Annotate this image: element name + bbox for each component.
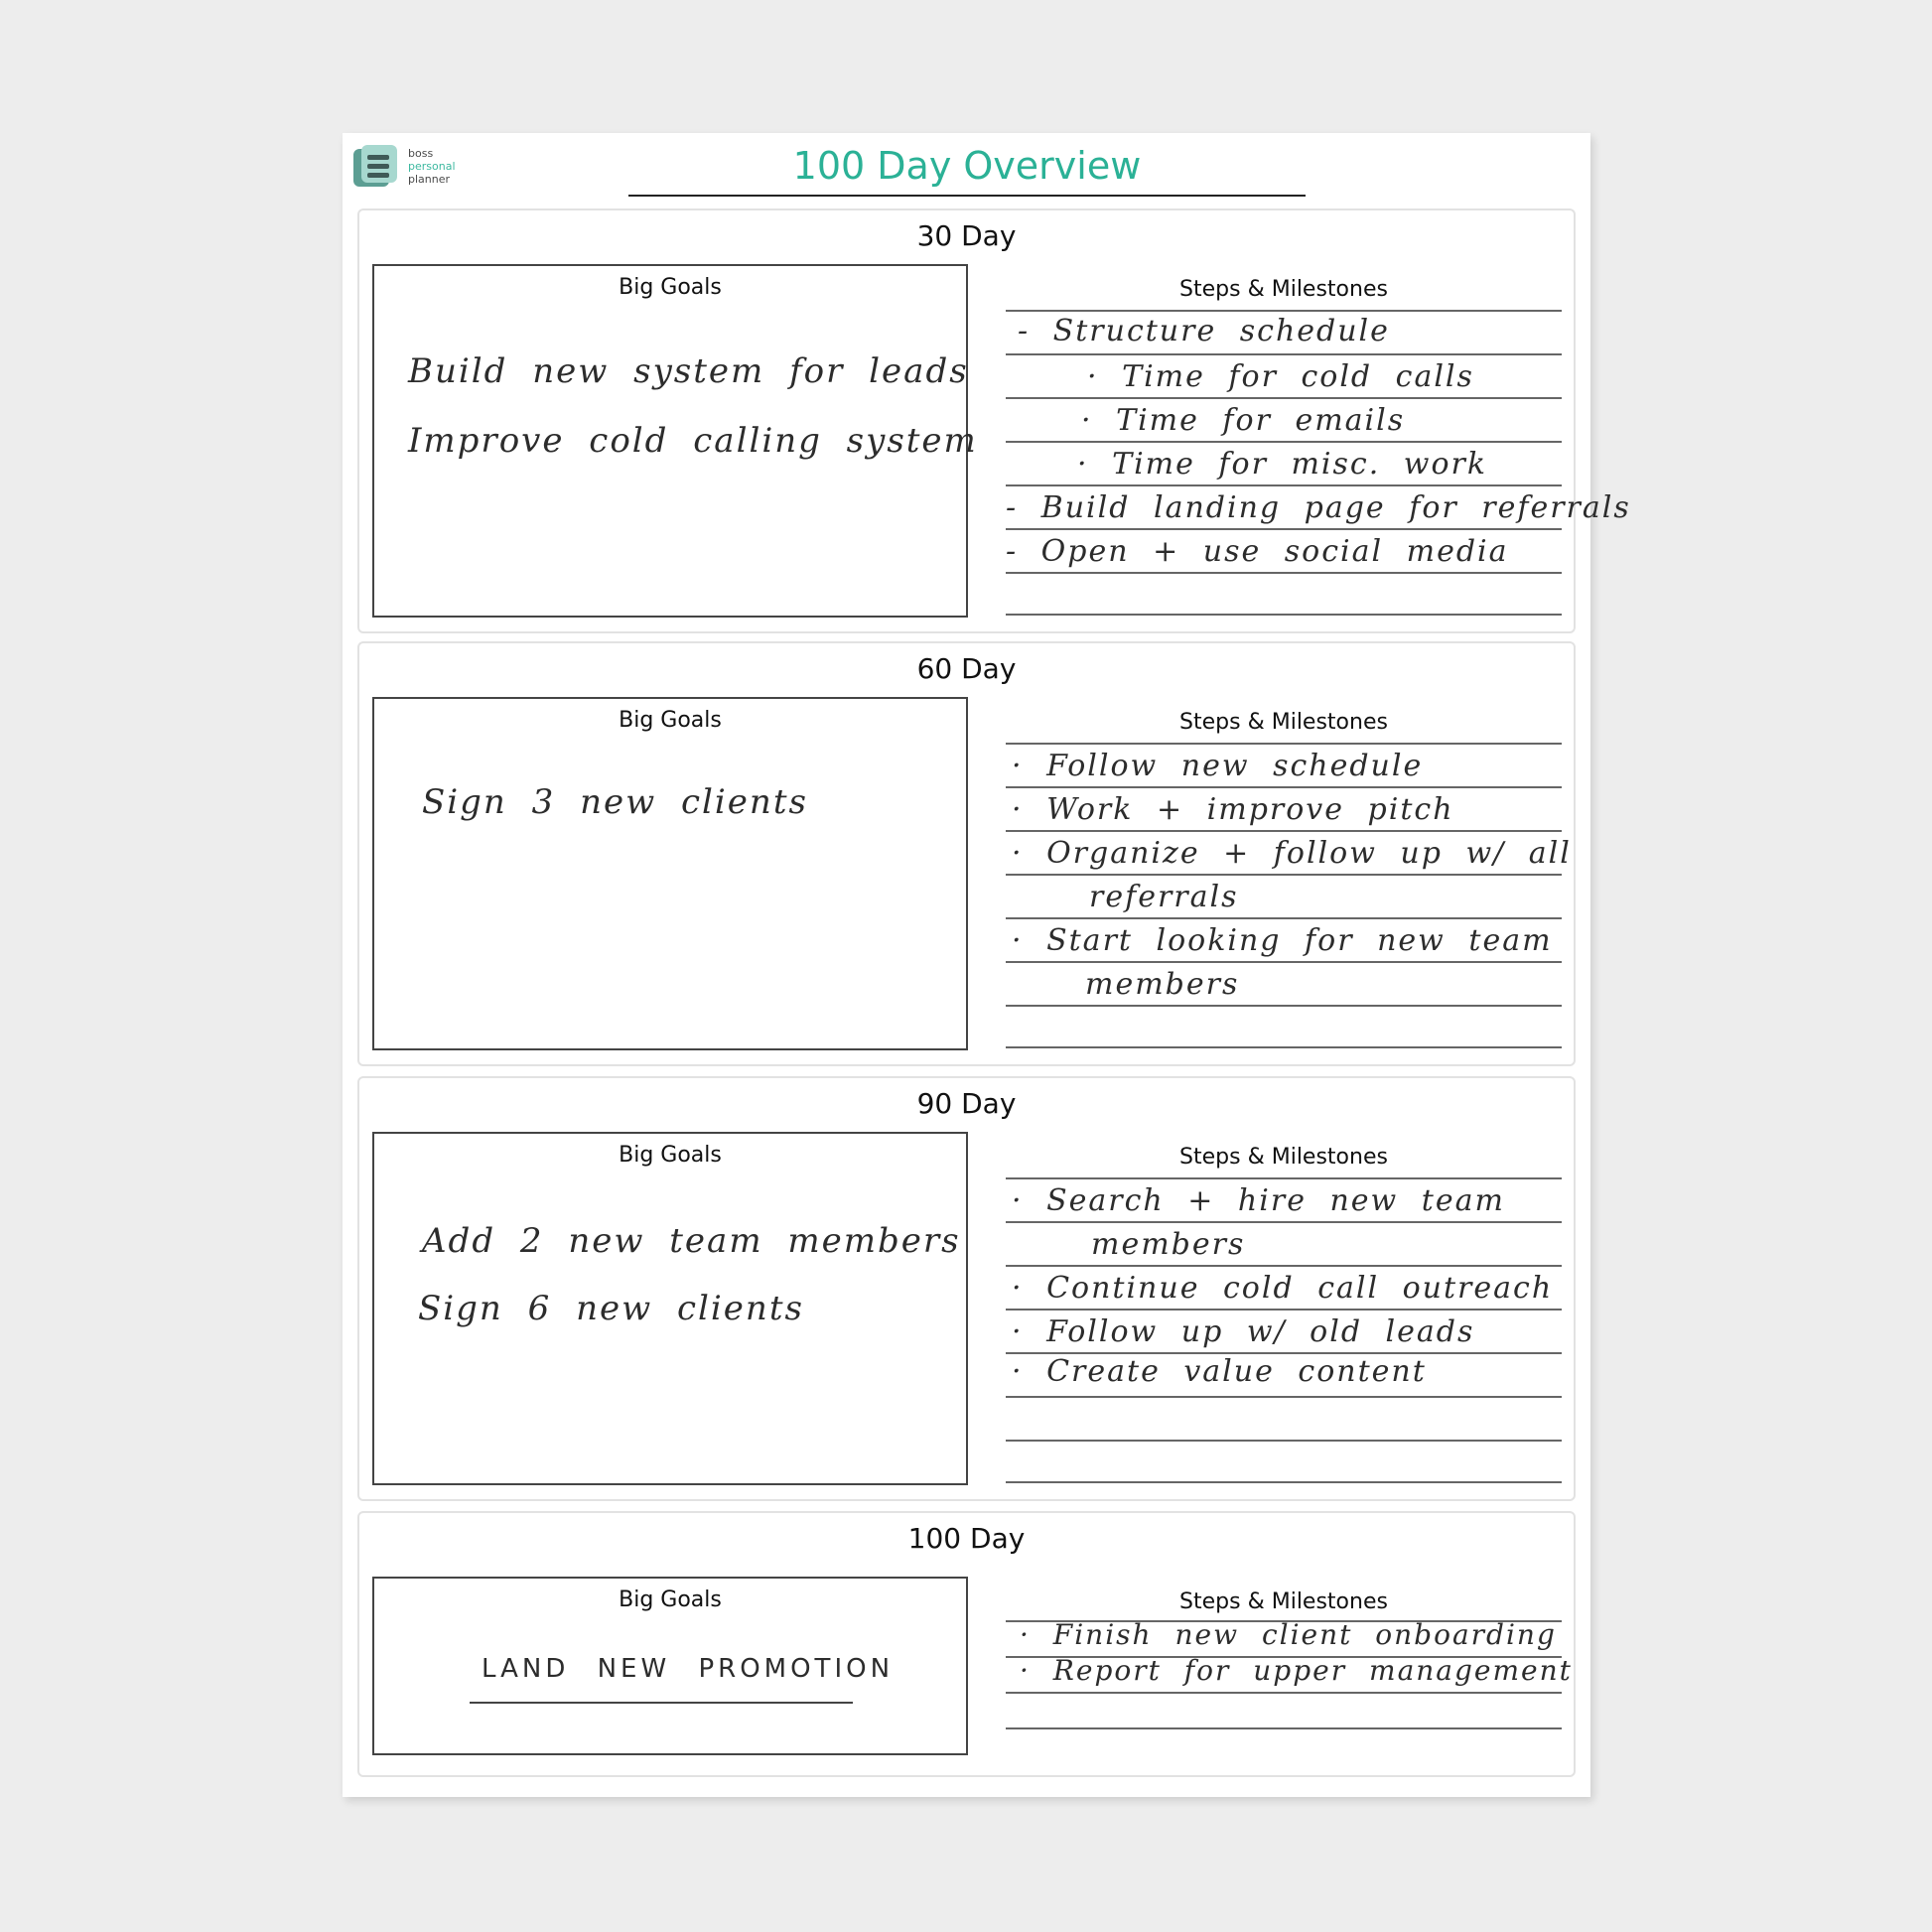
brand-wordmark <box>408 147 456 186</box>
big-goals-box[interactable] <box>372 1577 968 1755</box>
step-entry: - Build landing page for referrals <box>1006 490 1631 525</box>
line-rule <box>1006 1177 1562 1179</box>
big-goals-label: Big Goals <box>619 708 722 733</box>
step-entry: - Structure schedule <box>1018 314 1390 348</box>
big-goals-box[interactable] <box>372 697 968 1050</box>
step-entry: · Time for misc. work <box>1077 447 1488 482</box>
goal-entry: LAND NEW PROMOTION <box>482 1654 895 1684</box>
step-entry: · Report for upper management <box>1020 1654 1573 1687</box>
section-30-day <box>357 208 1631 633</box>
step-entry: · Finish new client onboarding <box>1020 1618 1557 1651</box>
line-rule <box>1006 1396 1562 1398</box>
line-rule <box>1006 874 1562 876</box>
goal-entry: Build new system for leads <box>408 351 969 391</box>
line-rule <box>1006 1440 1562 1442</box>
planner-page <box>343 133 1631 1797</box>
section-100-day <box>357 1511 1576 1777</box>
section-90-day <box>357 1076 1576 1501</box>
goal-entry: Add 2 new team members <box>422 1221 961 1261</box>
step-entry: · Search + hire new team <box>1012 1183 1505 1218</box>
step-entry: - Open + use social media <box>1006 534 1509 569</box>
step-entry: · Follow up w/ old leads <box>1012 1314 1475 1349</box>
line-rule <box>1006 1265 1562 1267</box>
line-rule <box>1006 786 1562 788</box>
brand-line-1: boss <box>408 147 434 160</box>
steps-label: Steps & Milestones <box>1179 1589 1388 1614</box>
step-entry: · Follow new schedule <box>1012 749 1424 783</box>
line-rule <box>1006 1727 1562 1729</box>
steps-label: Steps & Milestones <box>1179 710 1388 735</box>
line-rule <box>1006 310 1562 312</box>
big-goals-box[interactable] <box>372 264 978 618</box>
line-rule <box>1006 614 1562 616</box>
steps-milestones[interactable] <box>1006 1588 1573 1747</box>
page-title: 100 Day Overview <box>628 143 1306 197</box>
line-rule <box>1006 1309 1562 1311</box>
line-rule <box>1006 441 1562 443</box>
steps-milestones[interactable] <box>1006 1144 1562 1481</box>
line-rule <box>1006 528 1562 530</box>
line-rule <box>1006 397 1562 399</box>
big-goals-label: Big Goals <box>619 1587 722 1612</box>
goal-underline <box>470 1702 853 1704</box>
brand-logo <box>352 143 472 191</box>
big-goals-label: Big Goals <box>619 1143 722 1168</box>
line-rule <box>1006 1481 1562 1483</box>
line-rule <box>1006 1046 1562 1048</box>
step-entry: · Organize + follow up w/ all <box>1012 836 1572 871</box>
step-entry: · Start looking for new team <box>1012 923 1553 958</box>
brand-line-3: planner <box>408 173 451 186</box>
step-entry: · Continue cold call outreach <box>1012 1271 1554 1306</box>
planner-logo-icon <box>352 143 398 191</box>
step-entry: · Work + improve pitch <box>1012 792 1454 827</box>
big-goals-label: Big Goals <box>619 275 722 300</box>
line-rule <box>1006 830 1562 832</box>
step-entry: referrals <box>1089 880 1239 914</box>
line-rule <box>1006 572 1562 574</box>
goal-entry: Sign 3 new clients <box>422 782 808 822</box>
line-rule <box>1006 484 1562 486</box>
steps-label: Steps & Milestones <box>1179 1145 1388 1170</box>
section-heading: 100 Day <box>907 1522 1026 1555</box>
line-rule <box>1006 961 1562 963</box>
goal-entry: Sign 6 new clients <box>418 1289 804 1328</box>
step-entry: · Time for emails <box>1081 403 1406 438</box>
step-entry: members <box>1085 967 1240 1002</box>
step-entry: · Create value content <box>1012 1354 1427 1389</box>
step-entry: members <box>1091 1227 1246 1262</box>
section-heading: 30 Day <box>916 219 1017 252</box>
section-heading: 90 Day <box>916 1087 1017 1120</box>
line-rule <box>1006 743 1562 745</box>
section-60-day <box>357 641 1576 1066</box>
section-heading: 60 Day <box>916 652 1017 685</box>
steps-milestones[interactable] <box>1006 709 1572 1046</box>
goal-entry: Improve cold calling system <box>408 421 978 461</box>
line-rule <box>1006 1692 1562 1694</box>
steps-label: Steps & Milestones <box>1179 277 1388 302</box>
line-rule <box>1006 1221 1562 1223</box>
line-rule <box>1006 353 1562 355</box>
brand-line-2: personal <box>408 160 456 173</box>
big-goals-box[interactable] <box>372 1132 968 1485</box>
steps-milestones[interactable] <box>1006 276 1631 614</box>
step-entry: · Time for cold calls <box>1087 359 1474 394</box>
line-rule <box>1006 1005 1562 1007</box>
line-rule <box>1006 917 1562 919</box>
